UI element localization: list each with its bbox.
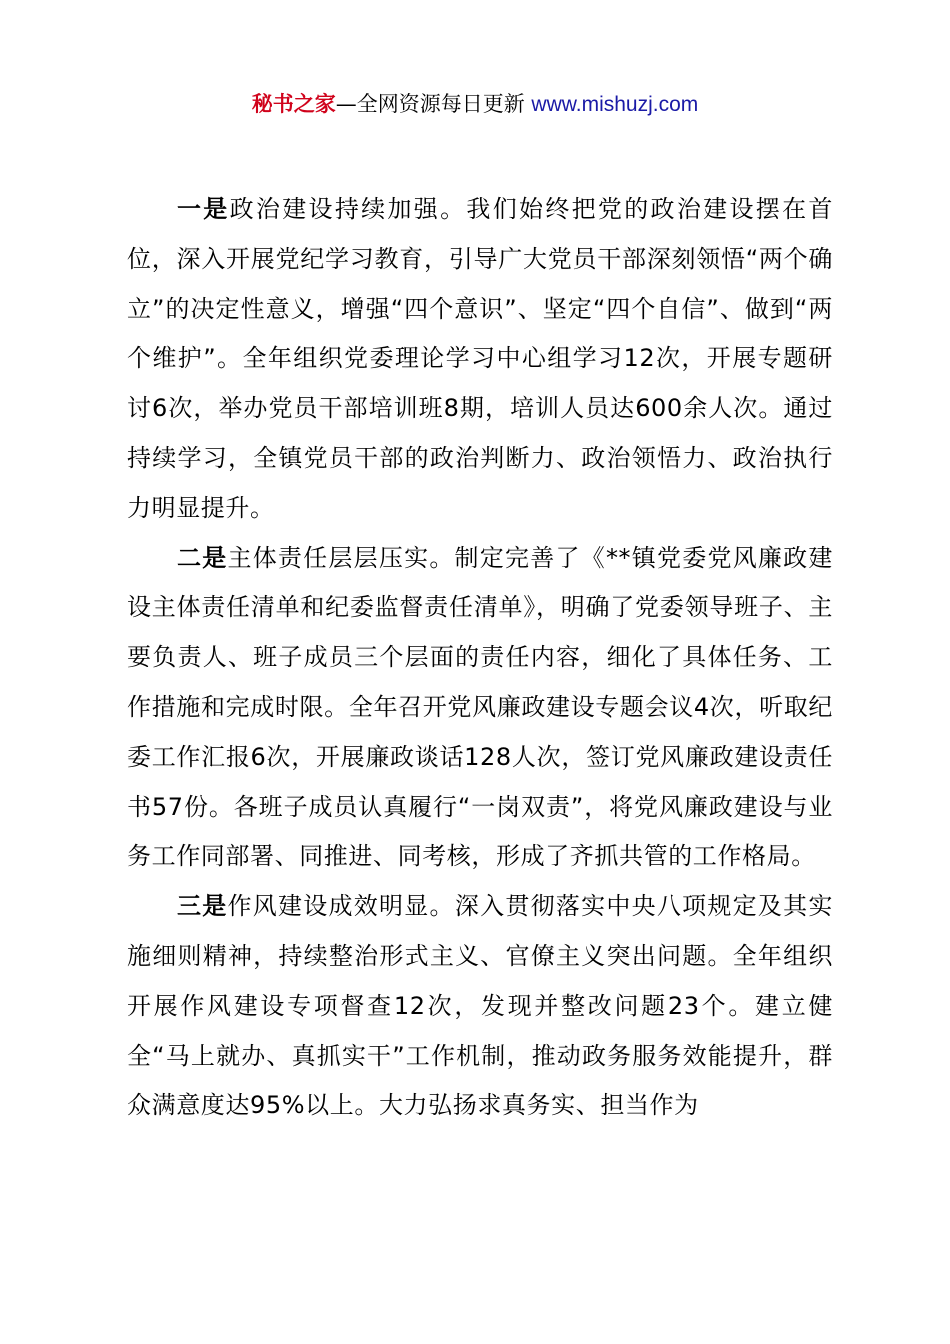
paragraph-3-text: 作风建设成效明显。深入贯彻落实中央八项规定及其实施细则精神，持续整治形式主义、官僚主义突出问题。全年组织开展作风建设专项督查12次，发现并整改问题23个。建立健全“马上就办、真抓实干”工作机制，推动政务服务效能提升，群众满意度达95%以上。大力弘扬求真务实、担当作为: [127, 892, 833, 1120]
site-brand: 秘书之家: [251, 92, 336, 116]
paragraph-3: [127, 882, 833, 1131]
paragraph-1: [127, 185, 833, 534]
paragraph-2: [127, 534, 833, 883]
document-body: [127, 185, 833, 1131]
paragraph-3-lead: 三是: [177, 892, 228, 921]
paragraph-2-lead: 二是: [177, 543, 228, 572]
site-tagline: —全网资源每日更新: [335, 92, 532, 116]
paragraph-2-text: 主体责任层层压实。制定完善了《**镇党委党风廉政建设主体责任清单和纪委监督责任清单》，明确了党委领导班子、主要负责人、班子成员三个层面的责任内容，细化了具体任务、工作措施和完成时限。全年召开党风廉政建设专题会议4次，听取纪委工作汇报6次，开展廉政谈话128人次，签订党风廉政建设责任书57份。各班子成员认真履行“一岗双责”，将党风廉政建设与业务工作同部署、同推进、同考核，形成了齐抓共管的工作格局。: [127, 543, 833, 871]
site-header: [0, 88, 950, 121]
paragraph-1-lead: 一是: [177, 195, 230, 223]
paragraph-1-text: 政治建设持续加强。我们始终把党的政治建设摆在首位，深入开展党纪学习教育，引导广大党员干部深刻领悟“两个确立”的决定性意义，增强“四个意识”、坚定“四个自信”、做到“两个维护”。全年组织党委理论学习中心组学习12次，开展专题研讨6次，举办党员干部培训班8期，培训人员达600余人次。通过持续学习，全镇党员干部的政治判断力、政治领悟力、政治执行力明显提升。: [127, 195, 833, 522]
site-url-link[interactable]: www.mishuzj.com: [531, 93, 699, 116]
